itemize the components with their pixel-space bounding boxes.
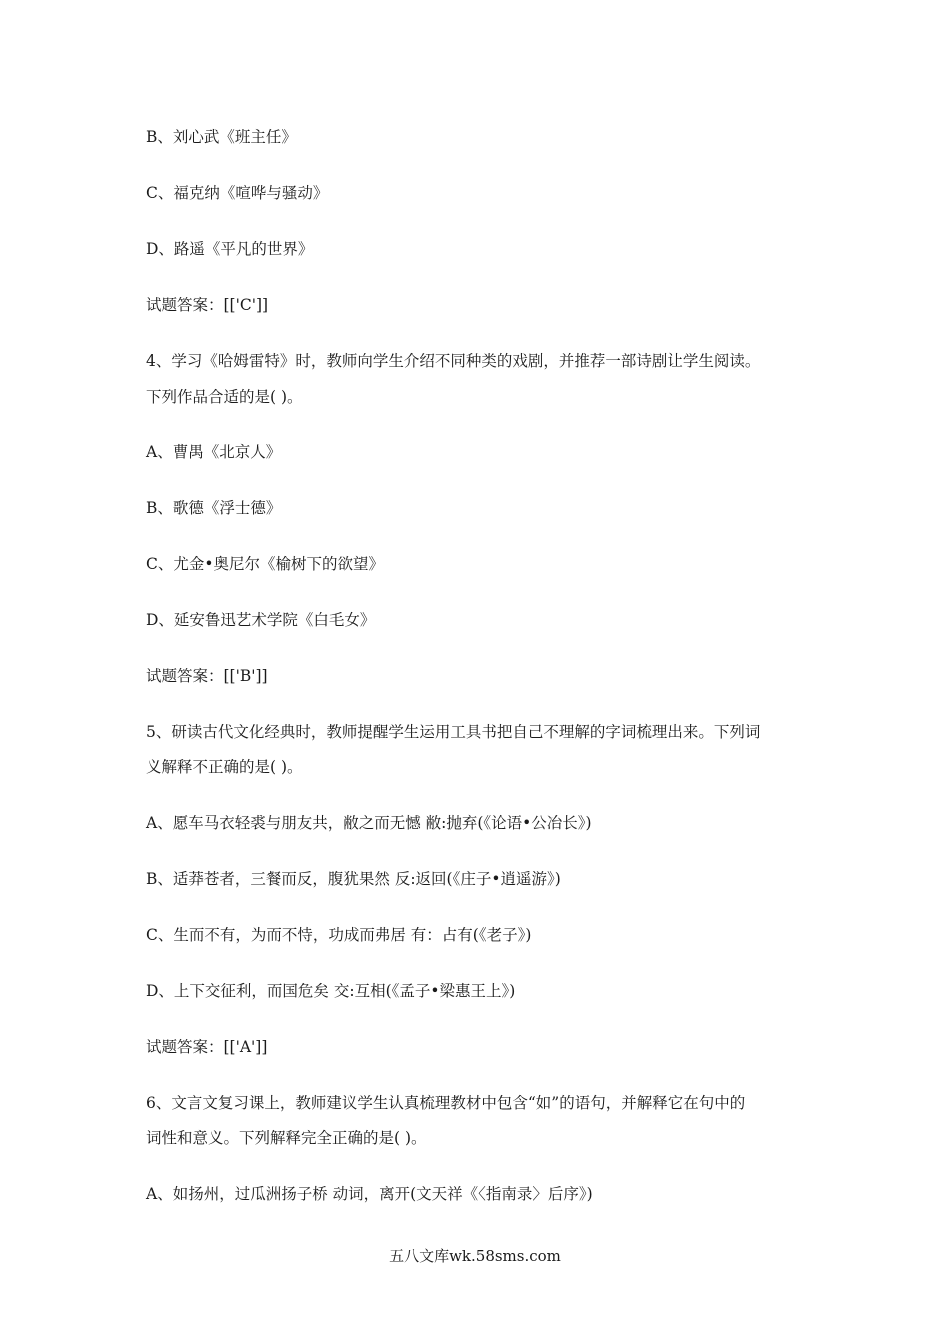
- q4-stem-line1: 4、学习《哈姆雷特》时，教师向学生介绍不同种类的戏剧，并推荐一部诗剧让学生阅读。: [146, 352, 761, 370]
- q6-stem-line2: 词性和意义。下列解释完全正确的是( )。: [146, 1129, 427, 1147]
- q3-answer: 试题答案：[['C']]: [146, 296, 269, 314]
- q5-option-a: A、愿车马衣轻裘与朋友共，敝之而无憾 敝:抛弃(《论语•公冶长》): [146, 814, 592, 832]
- q5-stem-line1: 5、研读古代文化经典时，教师提醒学生运用工具书把自己不理解的字词梳理出来。下列词: [146, 723, 761, 741]
- q5-option-d: D、上下交征利，而国危矣 交:互相(《孟子•梁惠王上》): [146, 982, 516, 1000]
- q5-option-c: C、生而不有，为而不恃，功成而弗居 有：占有(《老子》): [146, 926, 532, 944]
- q3-option-d: D、路遥《平凡的世界》: [146, 240, 314, 258]
- q6-stem-line1: 6、文言文复习课上，教师建议学生认真梳理教材中包含“如”的语句，并解释它在句中的: [146, 1094, 746, 1112]
- q4-option-b: B、歌德《浮士德》: [146, 499, 282, 517]
- q3-option-b: B、刘心武《班主任》: [146, 128, 297, 146]
- q5-option-b: B、适莽苍者，三餐而反，腹犹果然 反:返回(《庄子•逍遥游》): [146, 870, 561, 888]
- q6-option-a: A、如扬州，过瓜洲扬子桥 动词，离开(文天祥《〈指南录〉后序》): [146, 1185, 593, 1203]
- q5-answer: 试题答案：[['A']]: [146, 1038, 268, 1056]
- page-footer: 五八文库wk.58sms.com: [389, 1247, 561, 1265]
- q4-option-d: D、延安鲁迅艺术学院《白毛女》: [146, 611, 376, 629]
- q4-answer: 试题答案：[['B']]: [146, 667, 268, 685]
- q4-option-a: A、曹禺《北京人》: [146, 443, 282, 461]
- q4-stem-line2: 下列作品合适的是( )。: [146, 388, 303, 406]
- q5-stem-line2: 义解释不正确的是( )。: [146, 758, 303, 776]
- q4-option-c: C、尤金•奥尼尔《榆树下的欲望》: [146, 555, 385, 573]
- q3-option-c: C、福克纳《喧哗与骚动》: [146, 184, 329, 202]
